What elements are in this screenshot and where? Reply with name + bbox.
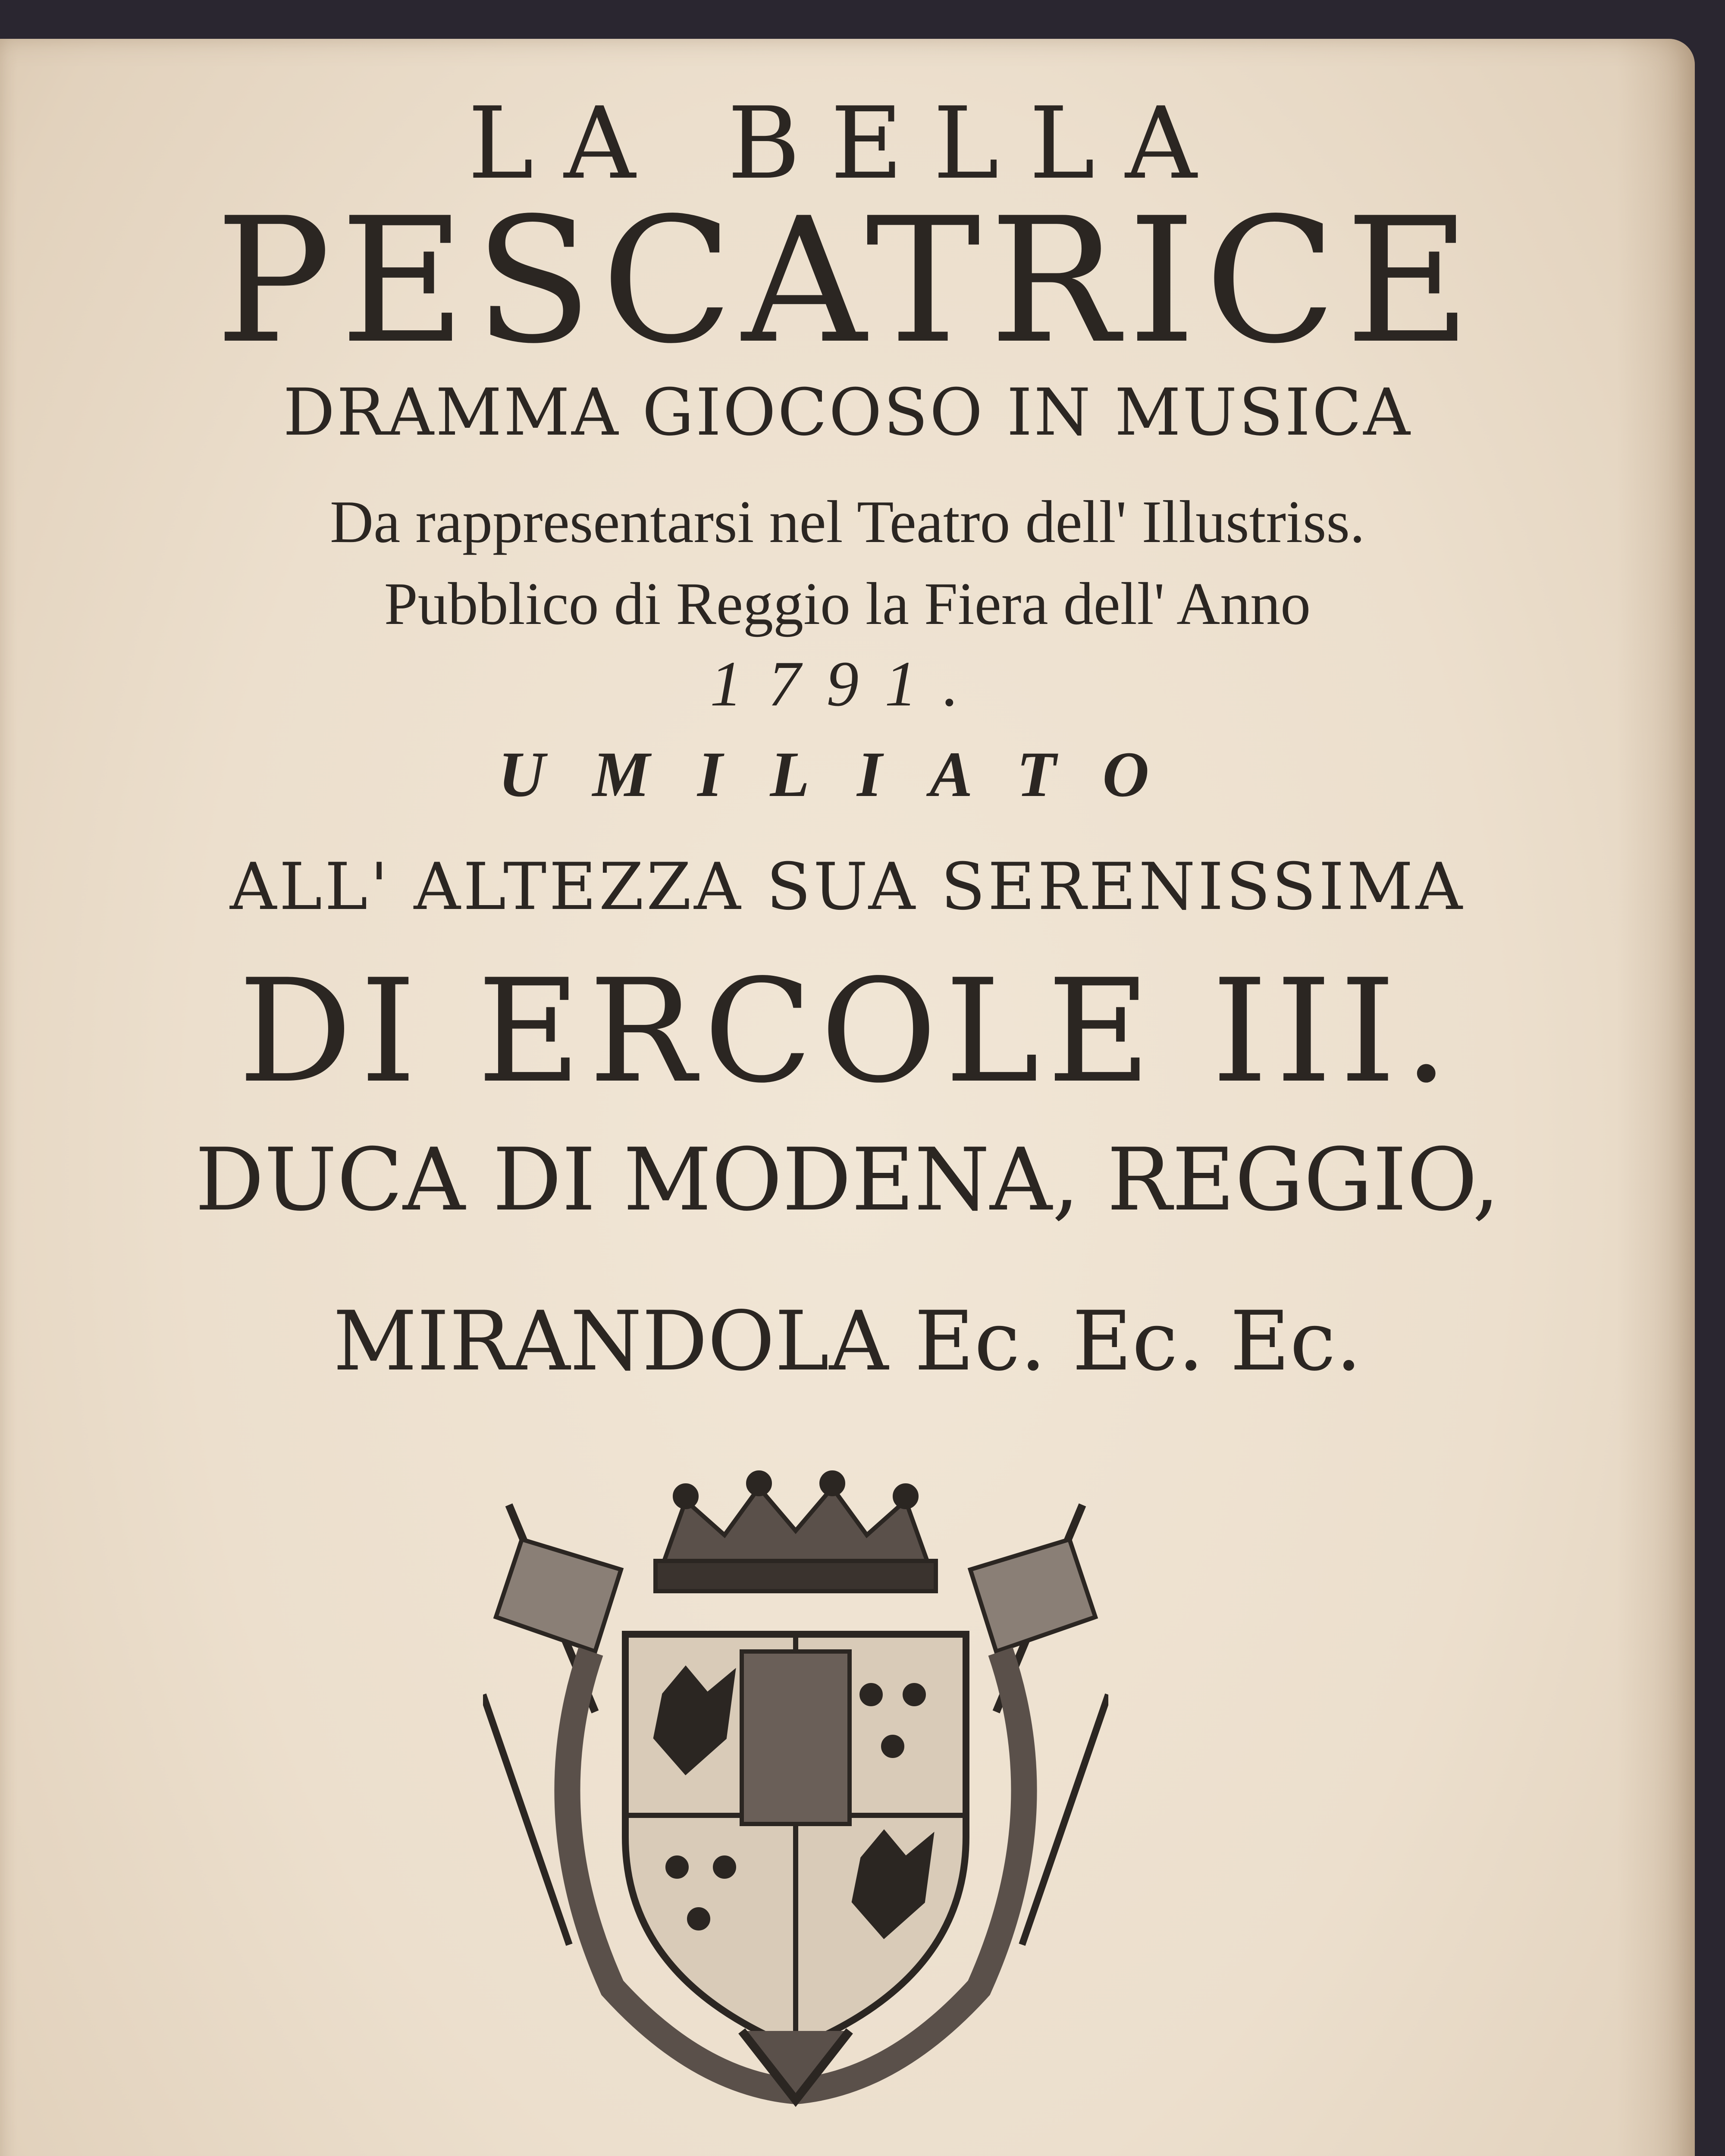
title-page (0, 39, 1695, 2156)
dedication-line-1: UMILIATO (498, 739, 1197, 810)
coat-of-arms-emblem (483, 1470, 1108, 2109)
subtitle: DRAMMA GIOCOSO IN MUSICA (283, 375, 1412, 450)
year: 1791. (710, 648, 985, 720)
title-line-1: LA BELLA (467, 86, 1227, 201)
dedicatee-name: DI ERCOLE III. (238, 949, 1457, 1114)
performance-line-2: Pubblico di Reggio la Fiera dell' Anno (384, 570, 1311, 637)
dedication-line-2: ALL' ALTEZZA SUA SERENISSIMA (230, 849, 1465, 924)
title-line-2: PESCATRICE (215, 181, 1480, 382)
dedicatee-title-1: DUCA DI MODENA, REGGIO, (195, 1130, 1500, 1230)
performance-line-1: Da rappresentarsi nel Teatro dell' Illustriss. (330, 489, 1365, 555)
dedicatee-title-2: MIRANDOLA Ec. Ec. Ec. (333, 1294, 1362, 1389)
